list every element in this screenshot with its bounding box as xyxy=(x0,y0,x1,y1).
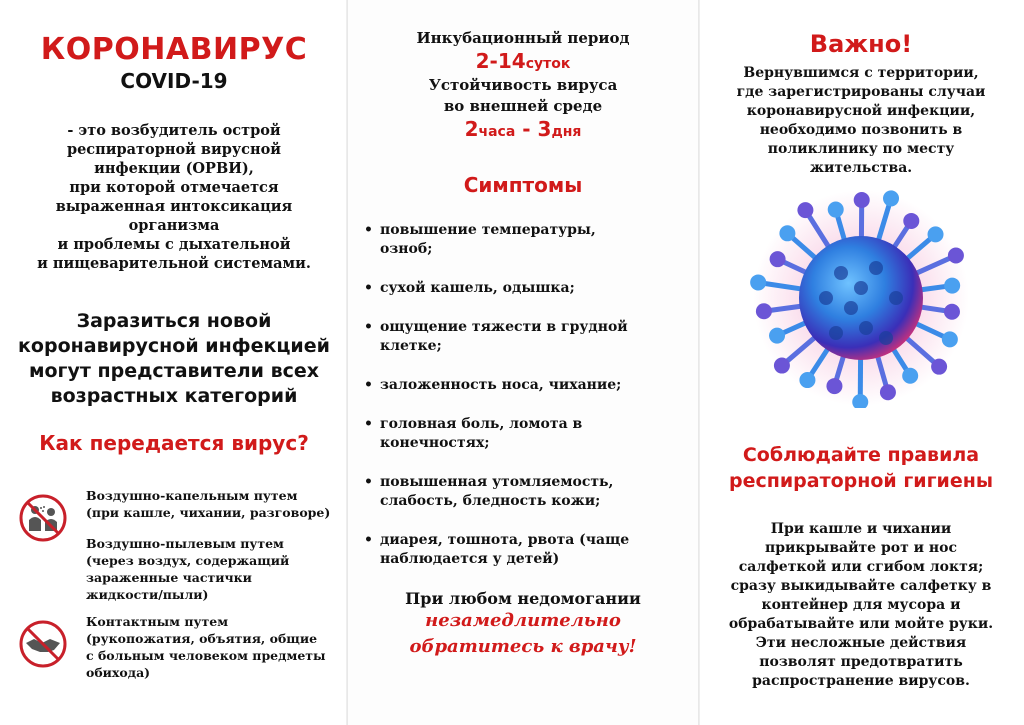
infection-line: могут представители всех xyxy=(28,360,320,382)
middle-panel xyxy=(348,0,698,725)
hygiene-line: Эти несложные действия xyxy=(755,635,967,651)
urgent-line: незамедлительно xyxy=(425,610,621,631)
symptom-item: • повышение температуры, озноб; xyxy=(364,222,596,257)
notice-line: поликлинику по месту xyxy=(767,141,955,157)
way-line: с больным человеком предметы xyxy=(86,648,326,663)
virus-surface-dot xyxy=(879,331,893,345)
virus-spike-tip xyxy=(903,213,919,229)
way-line: (через воздух, содержащий xyxy=(86,553,290,568)
symptom-item: • ощущение тяжести в грудной клетке; xyxy=(364,319,628,354)
way-line: зараженные частички xyxy=(86,570,252,585)
virus-surface-dot xyxy=(844,301,858,315)
virus-surface-dot xyxy=(819,291,833,305)
incubation-value xyxy=(358,49,688,75)
way-line: (рукопожатия, объятия, общие xyxy=(86,631,318,646)
resistance-number: 3 xyxy=(537,117,552,141)
virus-spike-tip xyxy=(750,274,766,290)
way-line: (при кашле, чихании, разговоре) xyxy=(86,505,331,520)
hygiene-line: салфеткой или сгибом локтя; xyxy=(738,559,984,575)
any-illness-text: При любом недомогании xyxy=(405,589,641,608)
virus-spike-tip xyxy=(779,225,795,241)
description-line: - это возбудитель острой xyxy=(67,122,281,139)
notice-line: необходимо позвонить в xyxy=(759,122,963,138)
symptom-item: • заложенность носа, чихание; xyxy=(364,377,622,393)
incubation-unit: суток xyxy=(525,56,571,72)
hygiene-line: прикрывайте рот и нос xyxy=(764,540,958,556)
notice-line: коронавирусной инфекции, xyxy=(746,103,976,119)
right-panel xyxy=(698,0,1024,725)
virus-spike-tip xyxy=(756,303,772,319)
virus-spike-tip xyxy=(883,190,899,206)
virus-body xyxy=(799,236,923,360)
resistance-label: во внешней среде xyxy=(443,97,603,115)
virus-spike-tip xyxy=(948,247,964,263)
notice-line: Вернувшимся с территории, xyxy=(743,65,979,81)
virus-spike-tip xyxy=(944,278,960,294)
incubation-label: Инкубационный период xyxy=(416,29,630,47)
virus-spike-tip xyxy=(774,358,790,374)
hygiene-line: обрабатывайте или мойте руки. xyxy=(728,616,994,632)
virus-spike-tip xyxy=(944,304,960,320)
way-line: Воздушно-пылевым путем xyxy=(86,536,284,551)
symptoms-heading: Симптомы xyxy=(463,173,583,197)
infection-line: Заразиться новой xyxy=(76,310,272,332)
virus-illustration xyxy=(746,188,976,408)
notice-line: где зарегистрированы случаи xyxy=(736,84,986,100)
infection-line: коронавирусной инфекцией xyxy=(18,335,330,357)
important-heading: Важно! xyxy=(809,30,913,58)
hygiene-line: позволят предотвратить xyxy=(759,654,963,670)
way-line: обихода) xyxy=(86,665,151,680)
symptom-item: • сухой кашель, одышка; xyxy=(364,280,575,296)
virus-surface-dot xyxy=(859,321,873,335)
hygiene-text xyxy=(708,520,1014,691)
way-contact xyxy=(8,613,340,681)
virus-spike-tip xyxy=(769,328,785,344)
description-line: и проблемы с дыхательной xyxy=(57,236,291,253)
virus-spike-tip xyxy=(880,384,896,400)
resistance-unit: часа xyxy=(478,124,516,140)
description-line: при которой отмечается xyxy=(69,179,279,196)
main-subtitle: COVID-19 xyxy=(120,69,228,93)
symptom-item: • головная боль, ломота в конечностях; xyxy=(364,416,583,451)
symptom-item: • повышенная утомляемость, слабость, бледность кожи; xyxy=(364,474,614,509)
virus-spike-tip xyxy=(931,359,947,375)
description xyxy=(8,121,340,273)
infection-statement xyxy=(8,309,340,409)
symptom-item: • диарея, тошнота, рвота (чаще наблюдается у детей) xyxy=(364,532,630,567)
description-line: организма xyxy=(128,217,220,234)
resistance-separator: - xyxy=(515,117,538,141)
returned-notice xyxy=(708,64,1014,178)
virus-spike-tip xyxy=(770,251,786,267)
rules-heading-line: Соблюдайте правила xyxy=(742,444,980,466)
virus-spike-tip xyxy=(902,368,918,384)
description-line: инфекции (ОРВИ), xyxy=(94,160,254,177)
virus-surface-dot xyxy=(869,261,883,275)
way-line: Воздушно-капельным путем xyxy=(86,488,298,503)
transmission-heading: Как передается вирус? xyxy=(39,431,309,455)
virus-surface-dot xyxy=(834,266,848,280)
symptoms-list xyxy=(358,221,688,569)
main-title: КОРОНАВИРУС xyxy=(40,32,308,67)
resistance-unit: дня xyxy=(551,124,582,140)
way-airborne xyxy=(8,487,340,521)
virus-spike-tip xyxy=(828,202,844,218)
hygiene-line: При кашле и чихании xyxy=(770,521,952,537)
virus-surface-dot xyxy=(829,326,843,340)
transmission-ways xyxy=(8,487,340,681)
rules-heading-line: респираторной гигиены xyxy=(728,470,994,492)
handshake-icon xyxy=(18,619,68,669)
infection-line: возрастных категорий xyxy=(50,385,298,407)
hygiene-line: контейнер для мусора и xyxy=(761,597,961,613)
virus-spike-tip xyxy=(797,202,813,218)
rules-heading xyxy=(708,442,1014,494)
incubation-number: 2-14 xyxy=(475,49,526,73)
virus-spike-tip xyxy=(928,226,944,242)
urgent-line: обратитесь к врачу! xyxy=(409,636,637,657)
virus-spike-tip xyxy=(826,378,842,394)
virus-spike-tip xyxy=(799,372,815,388)
resistance-label: Устойчивость вируса xyxy=(428,76,618,94)
virus-surface-dot xyxy=(889,291,903,305)
notice-line: жительства. xyxy=(809,160,913,176)
description-line: и пищеварительной системами. xyxy=(37,255,311,272)
virus-spike-tip xyxy=(942,331,958,347)
resistance-number: 2 xyxy=(464,117,479,141)
way-dust xyxy=(8,535,340,603)
description-line: респираторной вирусной xyxy=(66,141,282,158)
virus-surface-dot xyxy=(854,281,868,295)
left-panel xyxy=(0,0,348,725)
way-line: Контактным путем xyxy=(86,614,229,629)
way-line: жидкости/пыли) xyxy=(86,587,209,602)
hygiene-line: распространение вирусов. xyxy=(752,673,970,689)
resistance-value xyxy=(358,117,688,143)
incubation-block xyxy=(358,28,688,143)
virus-spike-tip xyxy=(854,192,870,208)
hygiene-line: сразу выкидывайте салфетку в xyxy=(730,578,992,594)
description-line: выраженная интоксикация xyxy=(55,198,293,215)
